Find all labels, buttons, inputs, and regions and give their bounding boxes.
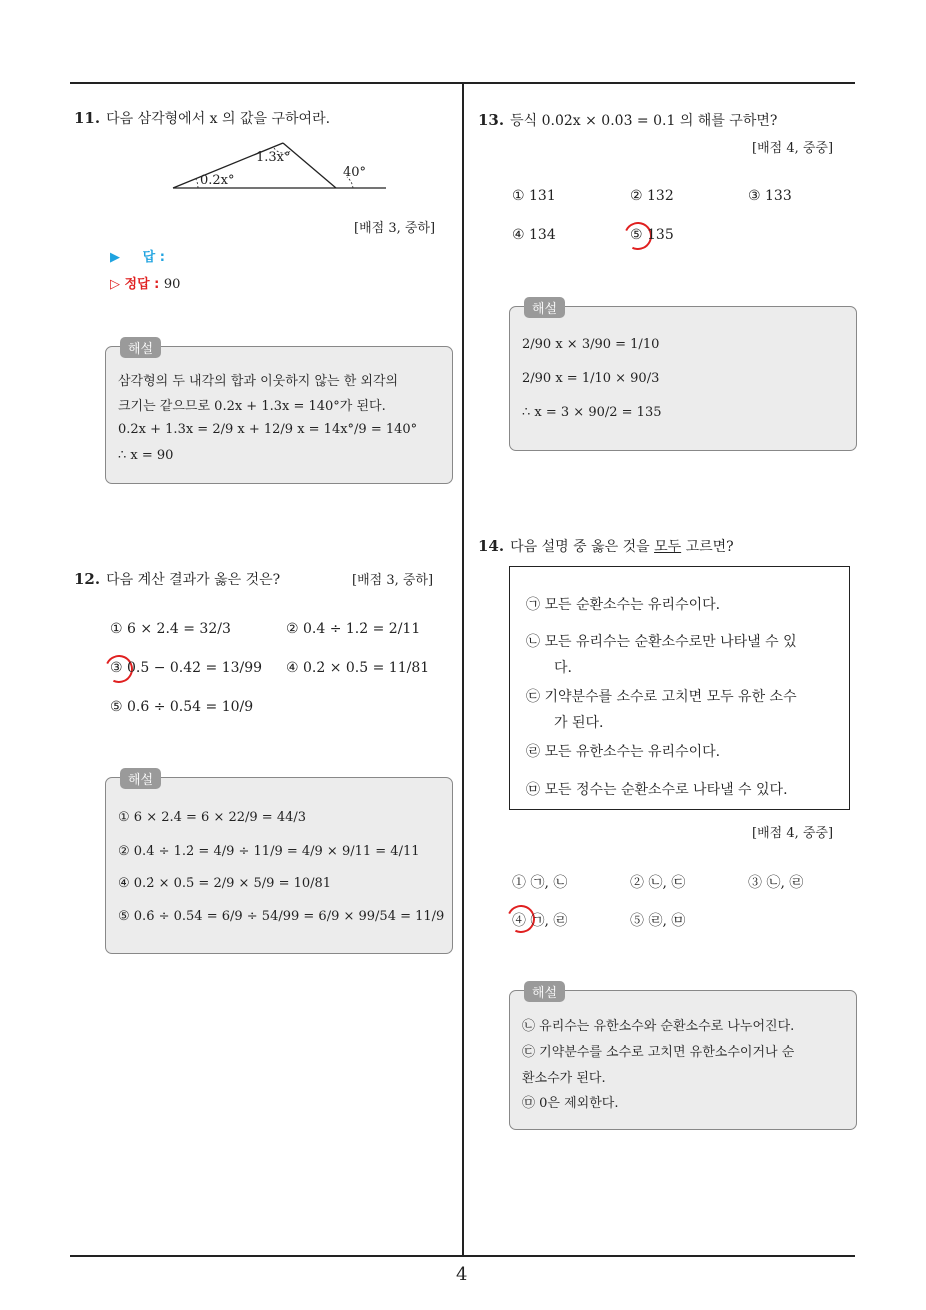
q13-choice-3[interactable]: ③ 133: [748, 188, 792, 204]
q12-solution-box: [105, 773, 453, 954]
q11-label-top: 1.3x°: [256, 150, 291, 165]
q14-statement-2: ㉡ 모든 유리수는 순환소수로만 나타낼 수 있: [526, 634, 797, 650]
q14-text-underlined: 모두: [654, 539, 682, 555]
q11-level: [배점 3, 중하]: [354, 221, 436, 236]
q14-statement-1: ㉠ 모든 순환소수는 유리수이다.: [526, 597, 721, 613]
q13-choice-1[interactable]: ① 131: [512, 188, 556, 204]
q13-choice-5[interactable]: ⑤ 135: [630, 227, 674, 243]
q13-title: [478, 110, 777, 130]
q11-correct-value: 90: [163, 277, 181, 292]
q13-solution-box: [509, 302, 857, 451]
q14-choice-2[interactable]: ② ㉡, ㉢: [630, 875, 686, 891]
q14-statement-2-cont: 다.: [554, 660, 572, 676]
q12-sol-line-1: ① 6 × 2.4̇ = 6 × 22/9 = 44/3: [118, 810, 307, 825]
q14-level: [배점 4, 중중]: [752, 826, 834, 841]
q11-number: 11.: [74, 109, 101, 127]
q13-sol-line-3: ∴ x = 3 × 90/2 = 135: [522, 405, 662, 420]
q13-level: [배점 4, 중중]: [752, 141, 834, 156]
q12-sol-line-4: ⑤ 0.6̇ ÷ 0.5̇4̇ = 6/9 ÷ 54/99 = 6/9 × 99/54 = 11/9: [118, 909, 445, 924]
q11-sol-line-1: 삼각형의 두 내각의 합과 이웃하지 않는 한 외각의: [118, 374, 399, 389]
q13-number: 13.: [478, 111, 505, 129]
q14-statement-5: ㉤ 모든 정수는 순환소수로 나타낼 수 있다.: [526, 782, 788, 798]
q14-sol-line-3: 환소수가 된다.: [522, 1071, 606, 1086]
bottom-rule: [70, 1255, 855, 1257]
q11-text: 다음 삼각형에서 x 의 값을 구하여라.: [106, 111, 331, 127]
q13-choice-4[interactable]: ④ 134: [512, 227, 556, 243]
q13-solution-tag: 해설: [524, 297, 565, 318]
q14-choice-3[interactable]: ③ ㉡, ㉣: [748, 875, 804, 891]
q14-choice-1[interactable]: ① ㉠, ㉡: [512, 875, 568, 891]
q11-sol-line-2: 크기는 같으므로 0.2x + 1.3x = 140°가 된다.: [118, 399, 386, 414]
q11-answer-label: 답 :: [142, 250, 165, 265]
play-icon: ▶: [110, 250, 143, 265]
q12-title: [74, 569, 280, 589]
q12-sol-line-3: ④ 0.2̇ × 0.5̇ = 2/9 × 5/9 = 10/81: [118, 876, 332, 891]
q12-level: [배점 3, 중하]: [352, 573, 434, 588]
q14-statement-4: ㉣ 모든 유한소수는 유리수이다.: [526, 744, 721, 760]
q12-solution-tag: 해설: [120, 768, 161, 789]
q14-choice-4[interactable]: ④ ㉠, ㉣: [512, 913, 568, 929]
q12-choice-4[interactable]: ④ 0.2̇ × 0.5̇ = 11/81: [286, 660, 430, 676]
q14-text-pre: 다음 설명 중 옳은 것을: [510, 539, 655, 555]
q13-sol-line-2: 2/90 x = 1/10 × 90/3: [522, 371, 660, 386]
q12-choice-2[interactable]: ② 0.4̇ ÷ 1.2̇ = 2/11: [286, 621, 421, 637]
q11-label-left: 0.2x°: [200, 173, 235, 188]
q13-sol-line-1: 2/90 x × 3/90 = 1/10: [522, 337, 660, 352]
q14-sol-line-4: ㉤ 0은 제외한다.: [522, 1096, 619, 1111]
q14-solution-tag: 해설: [524, 981, 565, 1002]
column-divider: [462, 84, 464, 1256]
q14-statement-box: [509, 566, 850, 810]
q14-choice-5[interactable]: ⑤ ㉣, ㉤: [630, 913, 686, 929]
outline-play-icon: ▷: [110, 277, 125, 292]
q12-number: 12.: [74, 570, 101, 588]
q12-choice-1[interactable]: ① 6 × 2.4̇ = 32/3: [110, 621, 231, 637]
q13-text: 등식 0.0̇2̇x × 0.0̇3̇ = 0.1 의 해를 구하면?: [510, 113, 778, 129]
page-number: 4: [456, 1264, 468, 1285]
q14-sol-line-2: ㉢ 기약분수를 소수로 고치면 유한소수이거나 순: [522, 1045, 795, 1060]
q11-sol-line-4: ∴ x = 90: [118, 448, 174, 463]
q11-label-right: 40°: [343, 165, 367, 180]
q12-choice-3[interactable]: ③ 0.5 − 0.4̇2̇ = 13/99: [110, 660, 263, 676]
q11-sol-line-3: 0.2x + 1.3x = 2/9 x + 12/9 x = 14x°/9 = 140°: [118, 422, 418, 437]
q11-correct-label: 정답 :: [124, 277, 160, 292]
q12-text: 다음 계산 결과가 옳은 것은?: [106, 572, 281, 588]
q11-answer-row: [110, 246, 165, 265]
q14-statement-3: ㉢ 기약분수를 소수로 고치면 모두 유한 소수: [526, 689, 797, 705]
q11-correct-row: [110, 273, 180, 292]
q14-text-post: 고르면?: [681, 539, 734, 555]
q14-number: 14.: [478, 537, 505, 555]
q12-sol-line-2: ② 0.4̇ ÷ 1.2̇ = 4/9 ÷ 11/9 = 4/9 × 9/11 = 4/11: [118, 844, 420, 859]
q14-sol-line-1: ㉡ 유리수는 유한소수와 순환소수로 나누어진다.: [522, 1019, 795, 1034]
q14-title: [478, 536, 734, 556]
q11-solution-box: [105, 342, 453, 484]
q11-solution-tag: 해설: [120, 337, 161, 358]
q12-choice-5[interactable]: ⑤ 0.6̇ ÷ 0.5̇4̇ = 10/9: [110, 699, 254, 715]
q14-statement-3-cont: 가 된다.: [554, 715, 604, 731]
q14-solution-box: [509, 986, 857, 1130]
q11-title: [74, 108, 330, 128]
q13-choice-2[interactable]: ② 132: [630, 188, 674, 204]
